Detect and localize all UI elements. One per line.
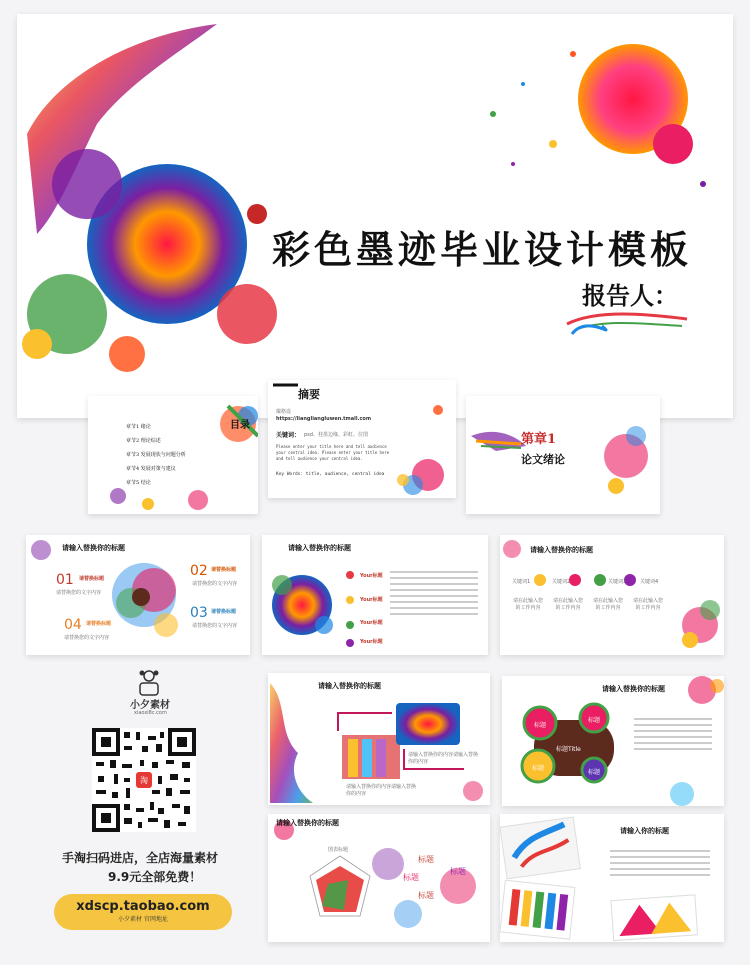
slide-bubbles bbox=[502, 676, 724, 806]
slide4-title: 请输入替换你的标题 bbox=[62, 543, 125, 552]
toc-item-5: 章节5 结论 bbox=[126, 480, 151, 486]
slide6-title: 请输入替换你的标题 bbox=[530, 545, 593, 554]
abstract-keywords: psd、桂墨边缘、彩虹、位图 bbox=[304, 432, 368, 438]
slide4-num-4: 04 bbox=[64, 617, 82, 633]
slide5-label-4: Your标题 bbox=[360, 639, 383, 645]
toc-item-4: 章节4 发展对策与建议 bbox=[126, 466, 176, 472]
slide4-item-desc-2: 请替换您的文字内容 bbox=[192, 581, 238, 587]
slide8-bubble-4: 标题 bbox=[588, 769, 601, 776]
slide9-word-3: 标题 bbox=[450, 867, 466, 876]
shop-url-text: xdscp.taobao.com bbox=[76, 899, 210, 914]
slide-images bbox=[268, 673, 490, 805]
slide4-num-3: 03 bbox=[190, 605, 208, 621]
toc-item-2: 章节2 理论综述 bbox=[126, 438, 161, 444]
brand-name: 小夕素材 bbox=[130, 700, 170, 711]
abstract-splash bbox=[268, 380, 456, 498]
toc-logo: 目录 bbox=[230, 420, 250, 431]
slide4-item-desc-3: 请替换您的文字内容 bbox=[192, 623, 238, 629]
slide-timeline bbox=[500, 535, 724, 655]
slide8-text-lines bbox=[634, 714, 712, 754]
slide9-title: 请输入替换你的标题 bbox=[276, 818, 339, 827]
slide4-item-desc-1: 请替换您的文字内容 bbox=[56, 590, 102, 596]
ink-splash-right bbox=[433, 14, 733, 214]
slide8-title: 请输入替换你的标题 bbox=[602, 684, 665, 693]
slide4-item-title-4: 请替换标题 bbox=[86, 621, 112, 627]
slide-toc bbox=[88, 396, 258, 514]
slide5-label-3: Your标题 bbox=[360, 620, 383, 626]
ink-splash-left bbox=[17, 14, 317, 414]
abstract-body: Please enter your title here and tell audience your central idea. Please enter your title here and tell audience your central idea. bbox=[276, 444, 390, 461]
promo-line-1: 手淘扫码进店，全店海量素材 bbox=[62, 851, 219, 865]
abstract-url[interactable]: https://liangliangluwen.tmall.com bbox=[276, 416, 372, 422]
slide4-num-2: 02 bbox=[190, 563, 208, 579]
slide9-word-1: 标题 bbox=[418, 855, 434, 864]
chapter-name: 论文绪论 bbox=[521, 453, 565, 466]
shop-url-subtext: 小夕素材 官网地址 bbox=[118, 916, 168, 923]
slide6-col-1: 请在此输入您的工作内容 bbox=[512, 598, 543, 611]
chapter-number: 第章1 bbox=[521, 432, 557, 447]
abstract-keywords-en: Key Words: title, audience, central idea bbox=[276, 472, 385, 477]
slide5-label-2: Your标题 bbox=[360, 597, 383, 603]
slide8-bubble-3: 标题 bbox=[532, 765, 545, 772]
slide7-caption-2: 请输入替换你的内容请输入替换你的内容 bbox=[346, 784, 417, 797]
slide6-col-4: 请在此输入您的工作内容 bbox=[632, 598, 663, 611]
hero-subtitle: 报告人： bbox=[582, 281, 678, 310]
slide-abstract bbox=[268, 380, 456, 498]
abstract-title: 摘要 bbox=[298, 388, 320, 401]
slide9-word-2: 标题 bbox=[403, 873, 419, 882]
svg-text:淘: 淘 bbox=[140, 776, 148, 785]
slide9-word-4: 标题 bbox=[418, 891, 434, 900]
slide7-title: 请输入替换你的标题 bbox=[318, 681, 381, 690]
slide6-step-1: 关键词1 bbox=[512, 579, 531, 585]
slide5-text-lines bbox=[390, 567, 478, 619]
slide8-center-label: 标题Title bbox=[556, 746, 581, 753]
slide8-bubble-1: 标题 bbox=[534, 722, 547, 729]
slide4-item-desc-4: 请替换您的文字内容 bbox=[64, 635, 110, 641]
toc-item-1: 章节1 绪论 bbox=[126, 424, 151, 430]
slide7-caption-1: 请输入替换你的内容请输入替换你的内容 bbox=[408, 752, 479, 765]
slide6-step-2: 关键词2 bbox=[552, 579, 571, 585]
slide-color-labels bbox=[262, 535, 488, 655]
shop-promo bbox=[40, 662, 260, 952]
slide-chapter bbox=[466, 396, 660, 514]
slide4-item-title-3: 请替换标题 bbox=[211, 609, 237, 615]
slide9-chart-label: 图表标题 bbox=[328, 847, 349, 853]
hero-title: 彩色墨迹毕业设计模板 bbox=[272, 227, 693, 272]
slide-collage bbox=[500, 814, 724, 942]
abstract-keywords-label: 关键词： bbox=[276, 432, 301, 439]
hero-slide bbox=[17, 14, 733, 418]
slide10-text-lines bbox=[610, 846, 710, 880]
slide8-bubble-2: 标题 bbox=[588, 717, 601, 724]
slide5-title: 请输入替换你的标题 bbox=[288, 543, 351, 552]
toc-item-3: 章节3 发展现状与问题分析 bbox=[126, 452, 186, 458]
slide6-step-3: 关键词3 bbox=[608, 579, 627, 585]
shop-url-button[interactable] bbox=[54, 894, 232, 930]
slide10-title: 请输入你的标题 bbox=[620, 826, 669, 835]
slide-radar bbox=[268, 814, 490, 942]
slide6-step-4: 关键词4 bbox=[640, 579, 659, 585]
slide4-item-title-1: 请替换标题 bbox=[79, 576, 105, 582]
slide6-col-3: 请在此输入您的工作内容 bbox=[592, 598, 623, 611]
slide4-item-title-2: 请替换标题 bbox=[211, 567, 237, 573]
slide4-num-1: 01 bbox=[56, 572, 74, 588]
promo-line-2: 9.9元全部免费！ bbox=[108, 870, 202, 884]
brush-stroke-decoration bbox=[557, 304, 697, 344]
slide9-graphics bbox=[268, 814, 490, 942]
qr-code-icon[interactable] bbox=[92, 728, 196, 832]
slide5-label-1: Your标题 bbox=[360, 573, 383, 579]
slide6-col-2: 请在此输入您的工作内容 bbox=[552, 598, 583, 611]
brand-logo-icon bbox=[132, 667, 166, 697]
slide-numbered-list bbox=[26, 535, 250, 655]
brand-url: xiaoxi8c.com bbox=[134, 710, 167, 716]
abstract-author: 爆格设 bbox=[276, 409, 292, 415]
